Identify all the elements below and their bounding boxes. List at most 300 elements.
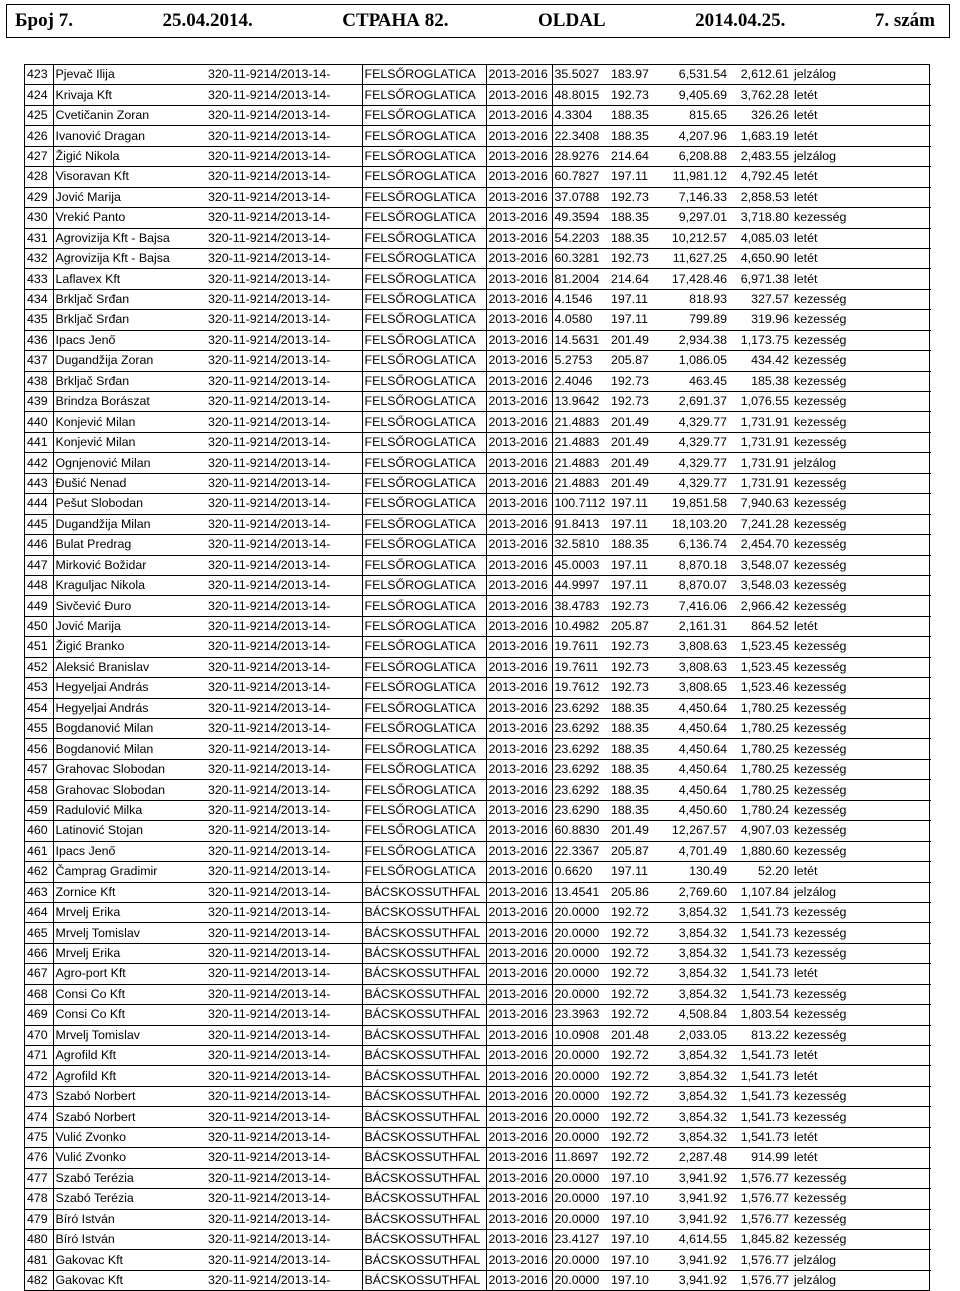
table-row — [25, 555, 931, 575]
unit-price: 192.72 — [611, 946, 649, 961]
row-number: 427 — [25, 146, 53, 166]
holder-name: Kraguljac Nikola — [55, 578, 146, 593]
holder-name: Brkljač Srđan — [55, 292, 130, 307]
table-row — [25, 657, 931, 677]
cadastral-municipality: FELSŐROGLATICA — [362, 371, 486, 391]
guarantee-type: kezesség — [794, 639, 847, 654]
case-reference: 320-11-9214/2013-14- — [206, 698, 362, 718]
guarantee-type: kezesség — [794, 496, 847, 511]
lease-period: 2013-2016 — [486, 1046, 552, 1066]
lease-period: 2013-2016 — [486, 964, 552, 984]
lease-period: 2013-2016 — [486, 657, 552, 677]
guarantee-type: kezesség — [794, 557, 847, 572]
cadastral-municipality: FELSŐROGLATICA — [362, 208, 486, 228]
unit-price: 192.73 — [611, 680, 649, 695]
table-row — [25, 964, 931, 984]
table-row — [25, 269, 931, 289]
case-reference: 320-11-9214/2013-14- — [206, 535, 362, 555]
annual-amount: 463.45 — [689, 373, 727, 388]
area: 20.0000 — [554, 1068, 600, 1083]
annual-amount: 3,854.32 — [678, 1129, 727, 1144]
holder-name: Hegyeljai András — [55, 680, 149, 695]
lease-period: 2013-2016 — [486, 575, 552, 595]
unit-price: 188.35 — [611, 700, 649, 715]
cadastral-municipality: FELSŐROGLATICA — [362, 555, 486, 575]
case-reference: 320-11-9214/2013-14- — [206, 657, 362, 677]
holder-name: Jović Marija — [55, 619, 121, 634]
holder-name: Mrvelj Tomislav — [55, 1027, 140, 1042]
holder-name: Dugandžija Zoran — [55, 353, 154, 368]
unit-price: 188.35 — [611, 802, 649, 817]
table-row — [25, 678, 931, 698]
unit-price: 192.72 — [611, 1109, 649, 1124]
guarantee-amount: 1,880.60 — [740, 843, 789, 858]
lease-period: 2013-2016 — [486, 1250, 552, 1270]
annual-amount: 3,941.92 — [678, 1252, 727, 1267]
holder-name: Vrekić Panto — [55, 210, 126, 225]
row-number: 452 — [25, 657, 53, 677]
holder-name: Mrvelj Tomislav — [55, 925, 140, 940]
lease-period: 2013-2016 — [486, 862, 552, 882]
guarantee-amount: 1,845.82 — [740, 1232, 789, 1247]
unit-price: 192.72 — [611, 905, 649, 920]
table-row — [25, 1107, 931, 1127]
guarantee-type: kezesség — [794, 537, 847, 552]
cadastral-municipality: FELSŐROGLATICA — [362, 432, 486, 452]
holder-name: Szabó Norbert — [55, 1109, 136, 1124]
guarantee-amount: 1,731.91 — [740, 435, 789, 450]
annual-amount: 3,854.32 — [678, 1089, 727, 1104]
lease-period: 2013-2016 — [486, 289, 552, 309]
lease-period: 2013-2016 — [486, 882, 552, 902]
unit-price: 192.73 — [611, 189, 649, 204]
annual-amount: 3,854.32 — [678, 925, 727, 940]
area: 22.3367 — [554, 843, 600, 858]
cadastral-municipality: FELSŐROGLATICA — [362, 616, 486, 636]
cadastral-municipality: FELSŐROGLATICA — [362, 780, 486, 800]
case-reference: 320-11-9214/2013-14- — [206, 146, 362, 166]
lease-period: 2013-2016 — [486, 146, 552, 166]
annual-amount: 4,450.64 — [678, 762, 727, 777]
unit-price: 192.72 — [611, 1068, 649, 1083]
holder-name: Konjević Milan — [55, 435, 136, 450]
annual-amount: 4,329.77 — [678, 435, 727, 450]
holder-name: Žigić Nikola — [55, 148, 120, 163]
cadastral-municipality: BÁCSKOSSUTHFAL — [362, 923, 486, 943]
guarantee-type: kezesség — [794, 1170, 847, 1185]
area: 20.0000 — [554, 925, 600, 940]
guarantee-type: letét — [794, 864, 818, 879]
holder-name: Grahovac Slobodan — [55, 762, 166, 777]
area: 23.3963 — [554, 1007, 600, 1022]
row-number: 445 — [25, 514, 53, 534]
annual-amount: 2,934.38 — [678, 332, 727, 347]
lease-period: 2013-2016 — [486, 800, 552, 820]
lease-period: 2013-2016 — [486, 473, 552, 493]
area: 21.4883 — [554, 414, 600, 429]
unit-price: 197.10 — [611, 1211, 649, 1226]
row-number: 461 — [25, 841, 53, 861]
table-row — [25, 105, 931, 125]
area: 20.0000 — [554, 946, 600, 961]
area: 23.6290 — [554, 802, 600, 817]
table-row — [25, 1250, 931, 1270]
annual-amount: 3,808.65 — [678, 680, 727, 695]
guarantee-amount: 3,548.03 — [740, 578, 789, 593]
unit-price: 201.49 — [611, 435, 649, 450]
table-row — [25, 494, 931, 514]
holder-name: Ipacs Jenő — [55, 843, 116, 858]
area: 5.2753 — [554, 353, 593, 368]
holder-name: Vulić Zvonko — [55, 1129, 126, 1144]
unit-price: 192.72 — [611, 1007, 649, 1022]
annual-amount: 17,428.46 — [671, 271, 727, 286]
table-row — [25, 167, 931, 187]
holder-name: Dugandžija Milan — [55, 516, 151, 531]
row-number: 453 — [25, 678, 53, 698]
holder-name: Laflavex Kft — [55, 271, 121, 286]
case-reference: 320-11-9214/2013-14- — [206, 453, 362, 473]
lease-period: 2013-2016 — [486, 637, 552, 657]
case-reference: 320-11-9214/2013-14- — [206, 187, 362, 207]
guarantee-amount: 1,541.73 — [740, 905, 789, 920]
area: 20.0000 — [554, 966, 600, 981]
lease-period: 2013-2016 — [486, 494, 552, 514]
annual-amount: 6,208.88 — [678, 148, 727, 163]
holder-name: Szabó Terézia — [55, 1191, 134, 1206]
row-number: 441 — [25, 432, 53, 452]
unit-price: 214.64 — [611, 271, 649, 286]
case-reference: 320-11-9214/2013-14- — [206, 1270, 362, 1290]
cadastral-municipality: FELSŐROGLATICA — [362, 167, 486, 187]
holder-name: Žigić Branko — [55, 639, 125, 654]
cadastral-municipality: FELSŐROGLATICA — [362, 351, 486, 371]
holder-name: Brkljač Srđan — [55, 312, 130, 327]
holder-name: Konjević Milan — [55, 414, 136, 429]
holder-name: Consi Co Kft — [55, 986, 126, 1001]
row-number: 475 — [25, 1127, 53, 1147]
guarantee-amount: 1,803.54 — [740, 1007, 789, 1022]
guarantee-amount: 1,731.91 — [740, 475, 789, 490]
cadastral-municipality: FELSŐROGLATICA — [362, 678, 486, 698]
holder-name: Bíró István — [55, 1232, 115, 1247]
row-number: 465 — [25, 923, 53, 943]
holder-name: Latinović Stojan — [55, 823, 143, 838]
case-reference: 320-11-9214/2013-14- — [206, 1127, 362, 1147]
unit-price: 192.73 — [611, 394, 649, 409]
guarantee-amount: 2,483.55 — [740, 148, 789, 163]
guarantee-type: kezesség — [794, 843, 847, 858]
area: 20.0000 — [554, 1191, 600, 1206]
annual-amount: 2,033.05 — [678, 1027, 727, 1042]
case-reference: 320-11-9214/2013-14- — [206, 821, 362, 841]
case-reference: 320-11-9214/2013-14- — [206, 902, 362, 922]
cadastral-municipality: BÁCSKOSSUTHFAL — [362, 882, 486, 902]
annual-amount: 4,450.64 — [678, 700, 727, 715]
table-row — [25, 698, 931, 718]
cadastral-municipality: BÁCSKOSSUTHFAL — [362, 1189, 486, 1209]
guarantee-type: kezesség — [794, 1191, 847, 1206]
unit-price: 214.64 — [611, 148, 649, 163]
annual-amount: 3,941.92 — [678, 1273, 727, 1288]
unit-price: 188.35 — [611, 210, 649, 225]
holder-name: Mrvelj Erika — [55, 946, 121, 961]
table-row — [25, 1066, 931, 1086]
area: 35.5027 — [554, 67, 600, 82]
table-row — [25, 65, 931, 85]
case-reference: 320-11-9214/2013-14- — [206, 85, 362, 105]
guarantee-type: jelzálog — [794, 455, 837, 470]
annual-amount: 9,405.69 — [678, 87, 727, 102]
case-reference: 320-11-9214/2013-14- — [206, 1229, 362, 1249]
table-row — [25, 85, 931, 105]
holder-name: Aleksić Branislav — [55, 659, 150, 674]
guarantee-type: letét — [794, 619, 818, 634]
lease-period: 2013-2016 — [486, 514, 552, 534]
annual-amount: 4,450.64 — [678, 782, 727, 797]
guarantee-amount: 1,731.91 — [740, 455, 789, 470]
holder-name: Mrvelj Erika — [55, 905, 121, 920]
holder-name: Grahovac Slobodan — [55, 782, 166, 797]
cadastral-municipality: FELSŐROGLATICA — [362, 310, 486, 330]
cadastral-municipality: FELSŐROGLATICA — [362, 412, 486, 432]
guarantee-type: kezesség — [794, 353, 847, 368]
lease-period: 2013-2016 — [486, 453, 552, 473]
table-row — [25, 208, 931, 228]
row-number: 469 — [25, 1005, 53, 1025]
case-reference: 320-11-9214/2013-14- — [206, 1086, 362, 1106]
case-reference: 320-11-9214/2013-14- — [206, 862, 362, 882]
guarantee-type: kezesség — [794, 435, 847, 450]
case-reference: 320-11-9214/2013-14- — [206, 964, 362, 984]
area: 20.0000 — [554, 1048, 600, 1063]
area: 60.3281 — [554, 251, 600, 266]
table-row — [25, 1127, 931, 1147]
guarantee-type: kezesség — [794, 1089, 847, 1104]
unit-price: 201.49 — [611, 332, 649, 347]
row-number: 455 — [25, 719, 53, 739]
guarantee-type: letét — [794, 966, 818, 981]
annual-amount: 130.49 — [689, 864, 727, 879]
unit-price: 201.49 — [611, 455, 649, 470]
table-row — [25, 310, 931, 330]
case-reference: 320-11-9214/2013-14- — [206, 759, 362, 779]
guarantee-type: letét — [794, 1068, 818, 1083]
lease-period: 2013-2016 — [486, 269, 552, 289]
table-row — [25, 1005, 931, 1025]
table-row — [25, 453, 931, 473]
row-number: 447 — [25, 555, 53, 575]
guarantee-amount: 1,576.77 — [740, 1211, 789, 1226]
row-number: 456 — [25, 739, 53, 759]
table-row — [25, 1148, 931, 1168]
holder-name: Ipacs Jenő — [55, 332, 116, 347]
guarantee-type: kezesség — [794, 721, 847, 736]
unit-price: 201.49 — [611, 823, 649, 838]
guarantee-type: kezesség — [794, 1232, 847, 1247]
case-reference: 320-11-9214/2013-14- — [206, 841, 362, 861]
guarantee-amount: 1,731.91 — [740, 414, 789, 429]
guarantee-type: kezesség — [794, 598, 847, 613]
holder-name: Jović Marija — [55, 189, 121, 204]
lease-period: 2013-2016 — [486, 1270, 552, 1290]
case-reference: 320-11-9214/2013-14- — [206, 800, 362, 820]
lease-period: 2013-2016 — [486, 1107, 552, 1127]
case-reference: 320-11-9214/2013-14- — [206, 289, 362, 309]
annual-amount: 11,627.25 — [672, 251, 727, 266]
row-number: 478 — [25, 1189, 53, 1209]
table-row — [25, 637, 931, 657]
lease-period: 2013-2016 — [486, 739, 552, 759]
unit-price: 192.72 — [611, 986, 649, 1001]
lease-period: 2013-2016 — [486, 1086, 552, 1106]
annual-amount: 3,941.92 — [678, 1170, 727, 1185]
case-reference: 320-11-9214/2013-14- — [206, 678, 362, 698]
page-label-hu: OLDAL — [538, 10, 606, 31]
case-reference: 320-11-9214/2013-14- — [206, 1148, 362, 1168]
unit-price: 192.73 — [611, 87, 649, 102]
annual-amount: 12,267.57 — [671, 823, 727, 838]
row-number: 436 — [25, 330, 53, 350]
annual-amount: 4,701.49 — [678, 843, 727, 858]
guarantee-type: kezesség — [794, 762, 847, 777]
unit-price: 188.35 — [611, 721, 649, 736]
lease-period: 2013-2016 — [486, 780, 552, 800]
unit-price: 192.73 — [611, 373, 649, 388]
cadastral-municipality: FELSŐROGLATICA — [362, 698, 486, 718]
cadastral-municipality: BÁCSKOSSUTHFAL — [362, 1168, 486, 1188]
unit-price: 192.72 — [611, 925, 649, 940]
cadastral-municipality: FELSŐROGLATICA — [362, 85, 486, 105]
area: 20.0000 — [554, 1252, 600, 1267]
table-row — [25, 719, 931, 739]
area: 28.9276 — [554, 148, 600, 163]
guarantee-amount: 1,541.73 — [740, 946, 789, 961]
issue-number-sr: Број 7. — [15, 10, 73, 31]
lease-period: 2013-2016 — [486, 208, 552, 228]
unit-price: 197.11 — [611, 516, 648, 531]
row-number: 472 — [25, 1066, 53, 1086]
lease-period: 2013-2016 — [486, 943, 552, 963]
guarantee-type: letét — [794, 1129, 818, 1144]
guarantee-amount: 1,541.73 — [740, 1129, 789, 1144]
case-reference: 320-11-9214/2013-14- — [206, 514, 362, 534]
unit-price: 197.11 — [611, 578, 648, 593]
guarantee-amount: 864.52 — [751, 619, 789, 634]
lease-period: 2013-2016 — [486, 105, 552, 125]
annual-amount: 3,854.32 — [678, 986, 727, 1001]
row-number: 439 — [25, 392, 53, 412]
unit-price: 197.11 — [611, 312, 648, 327]
area: 45.0003 — [554, 557, 600, 572]
case-reference: 320-11-9214/2013-14- — [206, 126, 362, 146]
holder-name: Bogdanović Milan — [55, 721, 154, 736]
guarantee-type: kezesség — [794, 741, 847, 756]
row-number: 434 — [25, 289, 53, 309]
case-reference: 320-11-9214/2013-14- — [206, 167, 362, 187]
case-reference: 320-11-9214/2013-14- — [206, 575, 362, 595]
lease-period: 2013-2016 — [486, 1005, 552, 1025]
lease-period: 2013-2016 — [486, 535, 552, 555]
annual-amount: 4,450.64 — [678, 721, 727, 736]
row-number: 444 — [25, 494, 53, 514]
table-row — [25, 575, 931, 595]
guarantee-amount: 2,858.53 — [740, 189, 789, 204]
table-row — [25, 432, 931, 452]
guarantee-type: jelzálog — [794, 1252, 837, 1267]
annual-amount: 4,508.84 — [678, 1007, 727, 1022]
cadastral-municipality: FELSŐROGLATICA — [362, 105, 486, 125]
table-row — [25, 984, 931, 1004]
case-reference: 320-11-9214/2013-14- — [206, 310, 362, 330]
annual-amount: 4,207.96 — [678, 128, 727, 143]
case-reference: 320-11-9214/2013-14- — [206, 228, 362, 248]
table-row — [25, 473, 931, 493]
annual-amount: 7,146.33 — [678, 189, 727, 204]
holder-name: Szabó Terézia — [55, 1170, 134, 1185]
date-hu: 2014.04.25. — [695, 10, 786, 31]
area: 20.0000 — [554, 1089, 600, 1104]
annual-amount: 3,941.92 — [678, 1211, 727, 1226]
area: 20.0000 — [554, 1273, 600, 1288]
lease-period: 2013-2016 — [486, 248, 552, 268]
cadastral-municipality: FELSŐROGLATICA — [362, 575, 486, 595]
area: 20.0000 — [554, 1170, 600, 1185]
table-row — [25, 902, 931, 922]
table-row — [25, 535, 931, 555]
holder-name: Vulić Zvonko — [55, 1150, 126, 1165]
case-reference: 320-11-9214/2013-14- — [206, 943, 362, 963]
cadastral-municipality: FELSŐROGLATICA — [362, 289, 486, 309]
guarantee-amount: 1,541.73 — [740, 1068, 789, 1083]
unit-price: 188.35 — [611, 762, 649, 777]
area: 23.6292 — [554, 721, 600, 736]
area: 32.5810 — [554, 537, 600, 552]
area: 38.4783 — [554, 598, 600, 613]
lease-period: 2013-2016 — [486, 984, 552, 1004]
holder-name: Gakovac Kft — [55, 1273, 123, 1288]
area: 4.0580 — [554, 312, 593, 327]
unit-price: 192.72 — [611, 1150, 649, 1165]
guarantee-amount: 1,683.19 — [740, 128, 789, 143]
table-row — [25, 821, 931, 841]
guarantee-type: kezesség — [794, 782, 847, 797]
table-row — [25, 248, 931, 268]
holder-name: Čamprag Gradimir — [55, 864, 158, 879]
cadastral-municipality: BÁCSKOSSUTHFAL — [362, 1270, 486, 1290]
annual-amount: 4,450.60 — [678, 802, 727, 817]
guarantee-amount: 185.38 — [751, 373, 789, 388]
row-number: 435 — [25, 310, 53, 330]
guarantee-type: kezesség — [794, 475, 847, 490]
unit-price: 192.73 — [611, 251, 649, 266]
table-row — [25, 1168, 931, 1188]
guarantee-amount: 1,541.73 — [740, 1109, 789, 1124]
cadastral-municipality: BÁCSKOSSUTHFAL — [362, 1209, 486, 1229]
row-number: 443 — [25, 473, 53, 493]
lease-period: 2013-2016 — [486, 228, 552, 248]
unit-price: 197.11 — [611, 864, 648, 879]
annual-amount: 3,808.63 — [678, 659, 727, 674]
lease-period: 2013-2016 — [486, 902, 552, 922]
table-row — [25, 187, 931, 207]
case-reference: 320-11-9214/2013-14- — [206, 105, 362, 125]
holder-name: Ivanović Dragan — [55, 128, 146, 143]
cadastral-municipality: FELSŐROGLATICA — [362, 657, 486, 677]
area: 20.0000 — [554, 1129, 600, 1144]
unit-price: 192.73 — [611, 598, 649, 613]
lease-period: 2013-2016 — [486, 719, 552, 739]
